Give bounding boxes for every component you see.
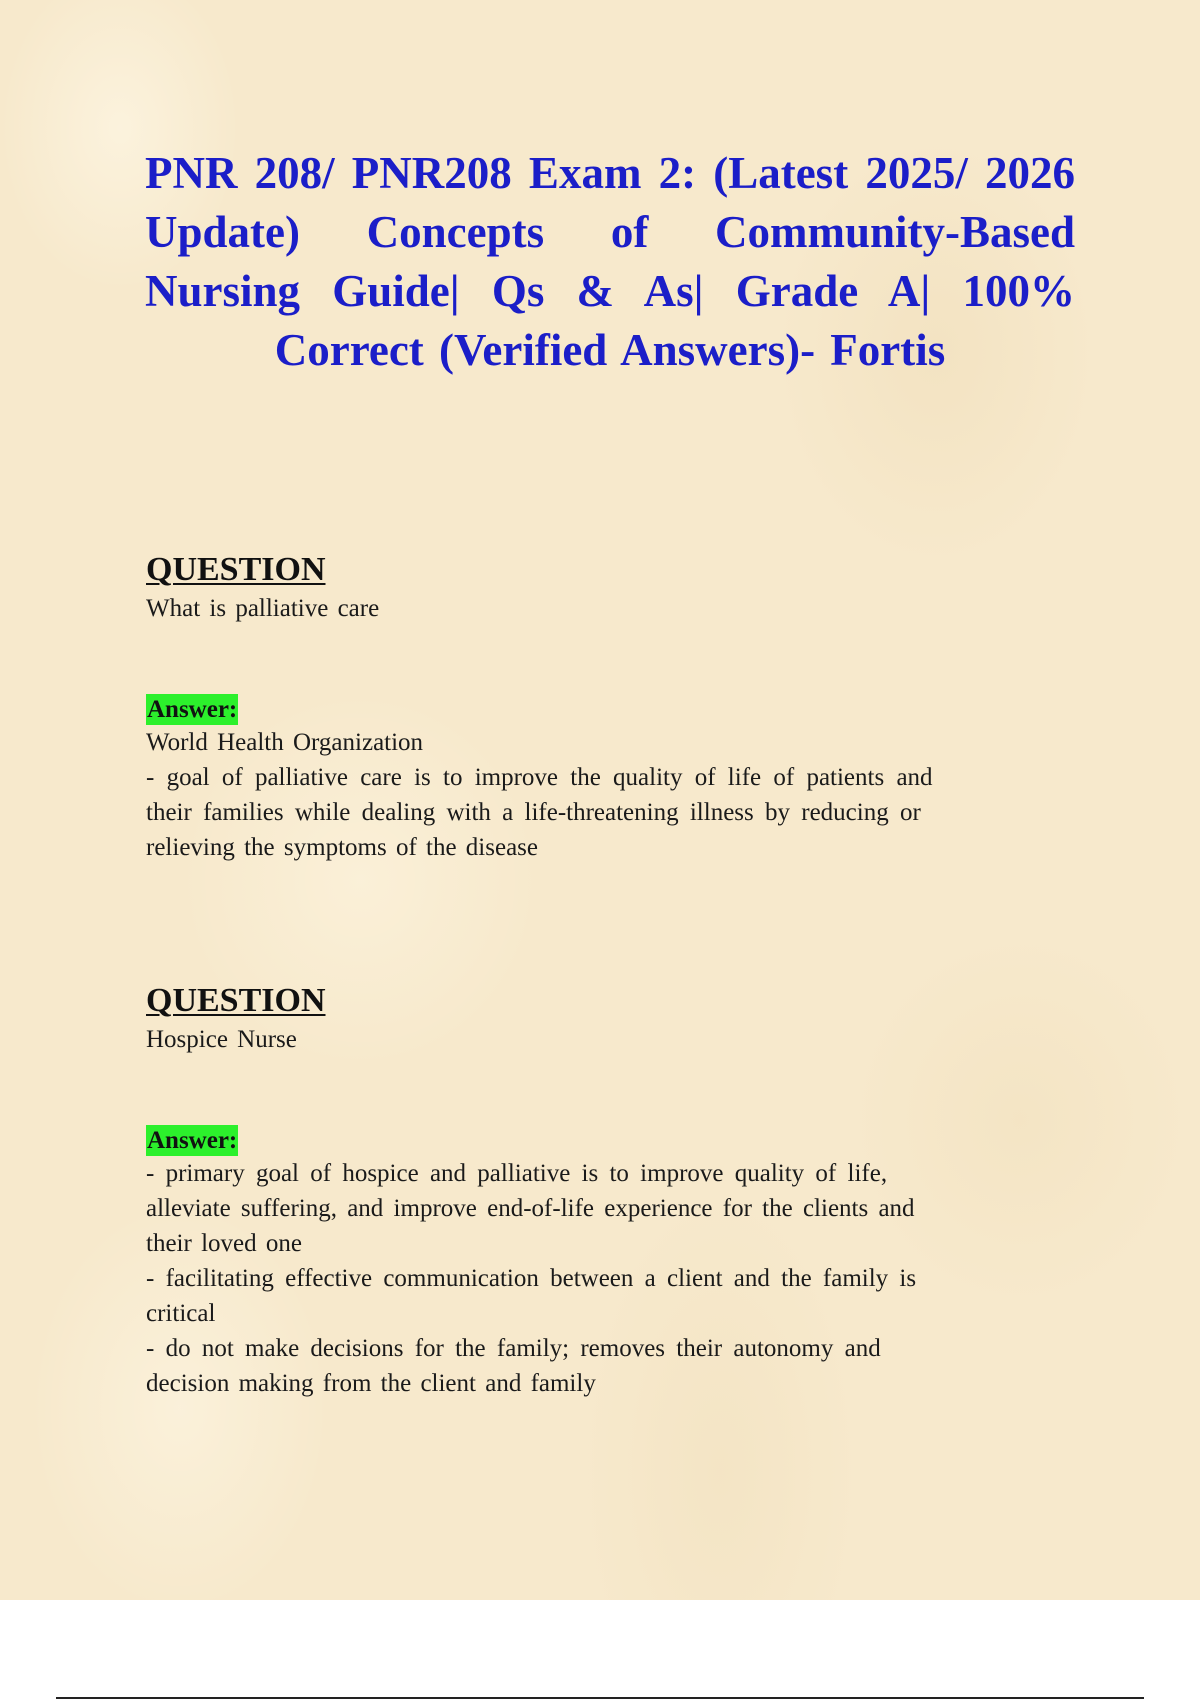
answer-line: their families while dealing with a life-threatening illness by reducing or — [146, 799, 921, 826]
question-text: Hospice Nurse — [146, 1026, 297, 1053]
question-label: QUESTION — [146, 982, 326, 1019]
answer-line: their loved one — [146, 1230, 302, 1257]
qa-item — [146, 982, 1046, 1401]
qa-item — [146, 551, 1046, 865]
answer-line: - facilitating effective communication between a client and the family is — [146, 1265, 917, 1292]
answer-line: relieving the symptoms of the disease — [146, 834, 539, 861]
document-title: PNR 208/ PNR208 Exam 2: (Latest 2025/ 2026 Update) Concepts of Community-Based Nursing Guide| Qs & As| Grade A| 100% Correct (Verified Answers)- Fortis — [145, 148, 1075, 375]
answer-line: - primary goal of hospice and palliative is to improve quality of life, — [146, 1160, 888, 1187]
footer-rule — [56, 1697, 1144, 1699]
answer-line: critical — [146, 1300, 216, 1327]
answer-label: Answer: — [147, 696, 238, 723]
question-label: QUESTION — [146, 551, 326, 588]
answer-line: - do not make decisions for the family; removes their autonomy and — [146, 1335, 881, 1362]
question-text: What is palliative care — [146, 595, 380, 622]
answer-label: Answer: — [147, 1127, 238, 1154]
answer-line: - goal of palliative care is to improve the quality of life of patients and — [146, 764, 933, 791]
answer-line: World Health Organization — [146, 729, 424, 756]
answer-line: decision making from the client and family — [146, 1370, 596, 1397]
answer-line: alleviate suffering, and improve end-of-life experience for the clients and — [146, 1195, 915, 1222]
